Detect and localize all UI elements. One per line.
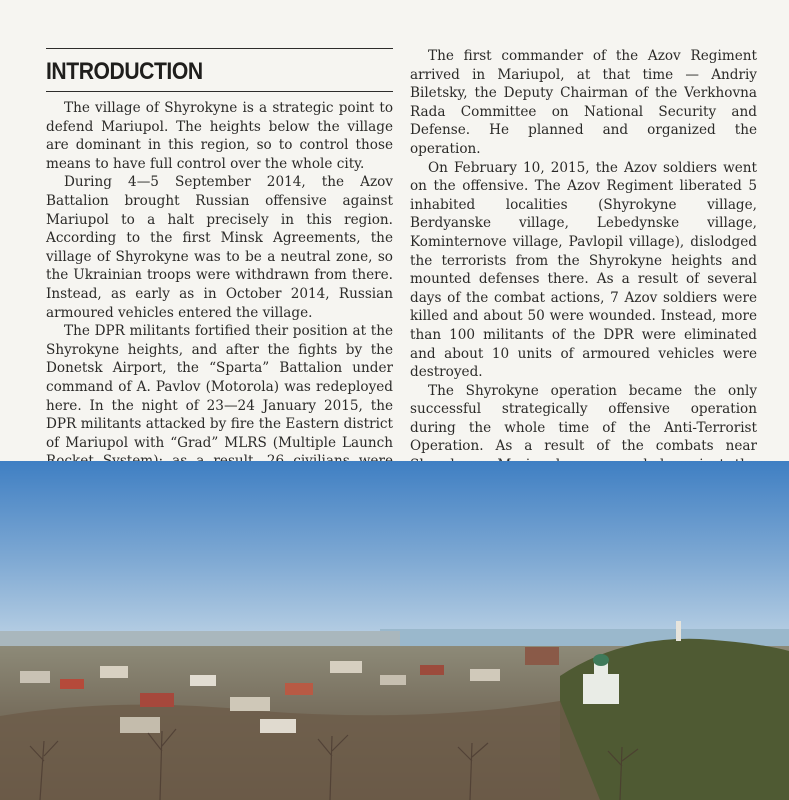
paragraph: The village of Shyrokyne is a strategic point to defend Mariupol. The heights below the village are dominant in this region, so to control those means to have full control over the whole city. <box>46 100 393 172</box>
paragraph: On February 10, 2015, the Azov soldiers went on the offensive. The Azov Regiment liberated 5 inhabited localities (Shyrokyne village, Berdyanske village, Lebedynske village, Kominternove village, Pavlopil village), dislodged the terrorists from the Shyrokyne heights and mounted defenses there. As a result of several days of the combat actions, 7 Azov soldiers were killed and about 50 were wounded. Instead, more than 100 militants of the DPR were eliminated and about 10 units of armoured vehicles were destroyed. <box>410 159 757 381</box>
section-title: INTRODUCTION <box>46 58 203 85</box>
monument <box>676 621 681 641</box>
paragraph: The first commander of the Azov Regiment arrived in Mariupol, at that time — Andriy Biletsky, the Deputy Chairman of the Verkhovna Rada Committee on National Security and Defense. He planned and organized the operation. <box>410 48 757 157</box>
paragraph: The DPR militants fortified their position at the Shyrokyne heights, and after the fights by the Donetsk Airport, the “Sparta” Battalion under command of A. Pavlov (Motorola) was redeployed here. In the night of 23—24 January 2015, the DPR militants attacked by fire the Eastern district of Mariupol with “Grad” MLRS (Multiple Launch <box>46 323 393 451</box>
shyrokyne-village-landscape-image <box>0 461 789 800</box>
landscape-photo <box>0 461 789 800</box>
top-rule <box>46 48 393 49</box>
left-text-column <box>46 99 393 489</box>
paragraph: During 4—5 September 2014, the Azov Battalion brought Russian offensive against Mariupol to a halt precisely in this region. According to the first Minsk Agreements, the village of Shyrokyne was to be a neutral zone, so the Ukrainian troops were withdrawn from there. Instead, as early as in October 2014, Russian armoured vehicles entered the village. <box>46 174 393 321</box>
title-underline <box>46 91 393 92</box>
paragraph: The Shyrokyne operation became the only successful strategically offensive operation during the whole time of the Anti-Terrorist Operation. As a result of the combats near <box>410 382 757 455</box>
right-text-column <box>410 47 757 530</box>
sky <box>0 461 789 641</box>
